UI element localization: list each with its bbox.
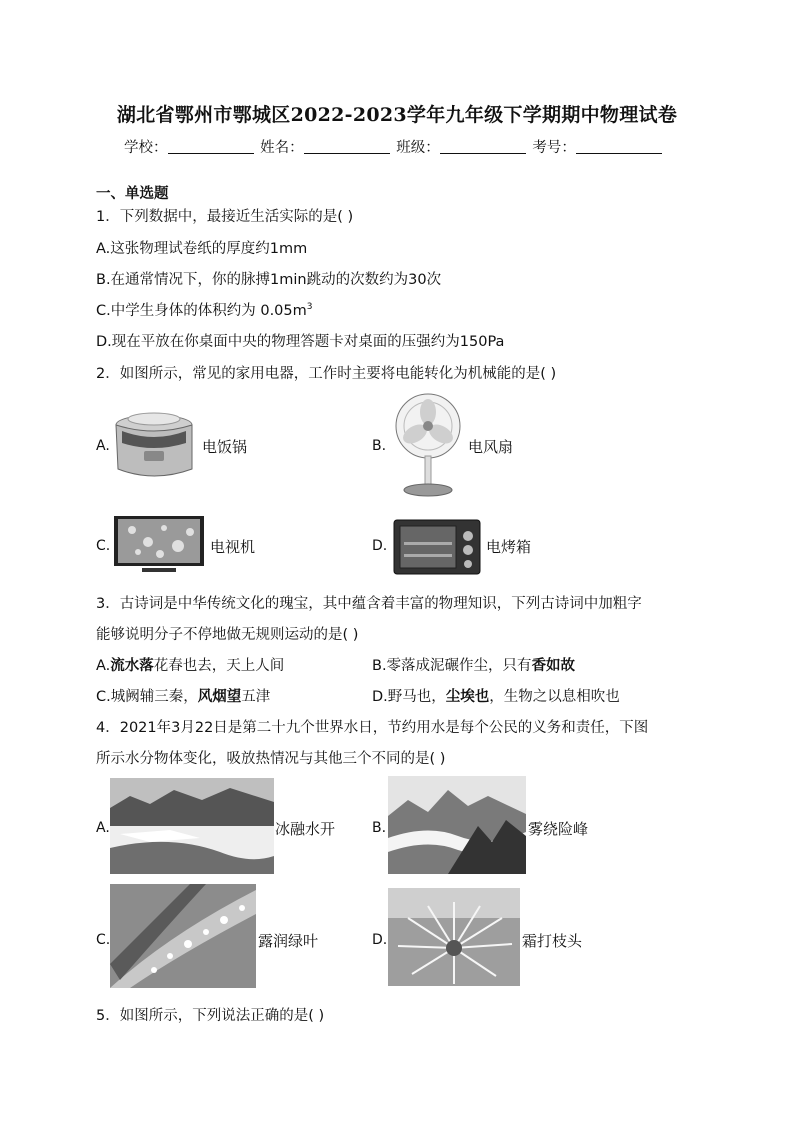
- number-label: 考号：: [532, 140, 576, 156]
- q1-option-c-text: C.中学生身体的体积约为 0.05m: [96, 303, 307, 319]
- q4-d-text: 霜打枝头: [522, 932, 583, 950]
- rice-cooker-image: [108, 403, 196, 483]
- q3-c-pre: C.城阙辅三秦，: [96, 689, 198, 705]
- q3-stem-line2: 能够说明分子不停地做无规则运动的是( ): [96, 627, 359, 643]
- dewy-leaf-image: [110, 884, 256, 988]
- q3-d-bold: 尘埃也: [445, 689, 490, 705]
- q2-d-label: D.: [372, 538, 388, 554]
- class-blank[interactable]: [440, 139, 526, 154]
- electric-oven-image: [392, 514, 482, 578]
- q4-stem-line1: 4．2021年3月22日是第二十九个世界水日，节约用水是每个公民的义务和责任，下图: [96, 720, 649, 736]
- q4-b-label: B.: [372, 820, 387, 836]
- school-blank[interactable]: [168, 139, 254, 154]
- section-heading: 一、单选题: [96, 186, 169, 202]
- electric-fan-image: [392, 392, 464, 500]
- q3-c-bold: 风烟望: [197, 689, 242, 705]
- q3-d-pre: D.野马也，: [372, 689, 446, 705]
- q2-a-text: 电饭锅: [202, 438, 248, 456]
- q3-a-bold: 流水落: [110, 658, 154, 674]
- q1-option-a: A.这张物理试卷纸的厚度约1mm: [96, 241, 308, 257]
- q1-stem: 1．下列数据中，最接近生活实际的是( ): [96, 209, 354, 225]
- q3-option-a: [96, 654, 284, 675]
- frost-branch-image: [388, 888, 520, 986]
- q4-stem-line2: 所示水分物体变化，吸放热情况与其他三个不同的是( ): [96, 751, 446, 767]
- q4-a-label: A.: [96, 820, 110, 836]
- q4-a-text: 冰融水开: [275, 820, 336, 838]
- q1-option-b: B.在通常情况下，你的脉搏1min跳动的次数约为30次: [96, 272, 442, 288]
- q1-option-c-exponent: 3: [306, 302, 313, 313]
- melting-ice-image: [110, 778, 274, 874]
- q2-b-text: 电风扇: [468, 438, 514, 456]
- television-image: [112, 514, 206, 574]
- misty-peak-image: [388, 776, 526, 874]
- class-label: 班级：: [396, 140, 440, 156]
- q2-stem: 2．如图所示，常见的家用电器，工作时主要将电能转化为机械能的是( ): [96, 366, 557, 382]
- name-label: 姓名：: [260, 140, 304, 156]
- q4-d-label: D.: [372, 932, 388, 948]
- q4-b-text: 雾绕险峰: [528, 820, 589, 838]
- q3-option-d: [372, 685, 620, 706]
- q2-c-text: 电视机: [210, 538, 256, 556]
- q3-c-rest: 五津: [241, 689, 271, 705]
- q3-b-pre: B.零落成泥碾作尘，只有: [372, 658, 532, 674]
- q3-a-label: A.: [96, 658, 111, 674]
- q5-stem: 5．如图所示，下列说法正确的是( ): [96, 1008, 325, 1024]
- q3-stem-line1: 3．古诗词是中华传统文化的瑰宝，其中蕴含着丰富的物理知识，下列古诗词中加粗字: [96, 596, 642, 612]
- school-label: 学校：: [124, 140, 168, 156]
- q3-d-rest: ，生物之以息相吹也: [489, 689, 620, 705]
- number-blank[interactable]: [576, 139, 662, 154]
- q2-d-text: 电烤箱: [486, 538, 532, 556]
- q4-c-text: 露润绿叶: [258, 932, 319, 950]
- q1-option-d: D.现在平放在你桌面中央的物理答题卡对桌面的压强约为150Pa: [96, 334, 505, 350]
- student-info-line: [124, 136, 664, 157]
- q2-a-label: A.: [96, 438, 110, 454]
- q4-c-label: C.: [96, 932, 111, 948]
- q3-b-bold: 香如故: [531, 658, 576, 674]
- q3-a-rest: 花春也去，天上人间: [153, 658, 285, 674]
- q3-option-c: [96, 685, 270, 706]
- q2-b-label: B.: [372, 438, 387, 454]
- q1-option-c: [96, 299, 313, 320]
- name-blank[interactable]: [304, 139, 390, 154]
- page-title: 湖北省鄂州市鄂城区2022-2023学年九年级下学期期中物理试卷: [116, 104, 678, 126]
- q2-c-label: C.: [96, 538, 111, 554]
- q3-option-b: [372, 654, 575, 675]
